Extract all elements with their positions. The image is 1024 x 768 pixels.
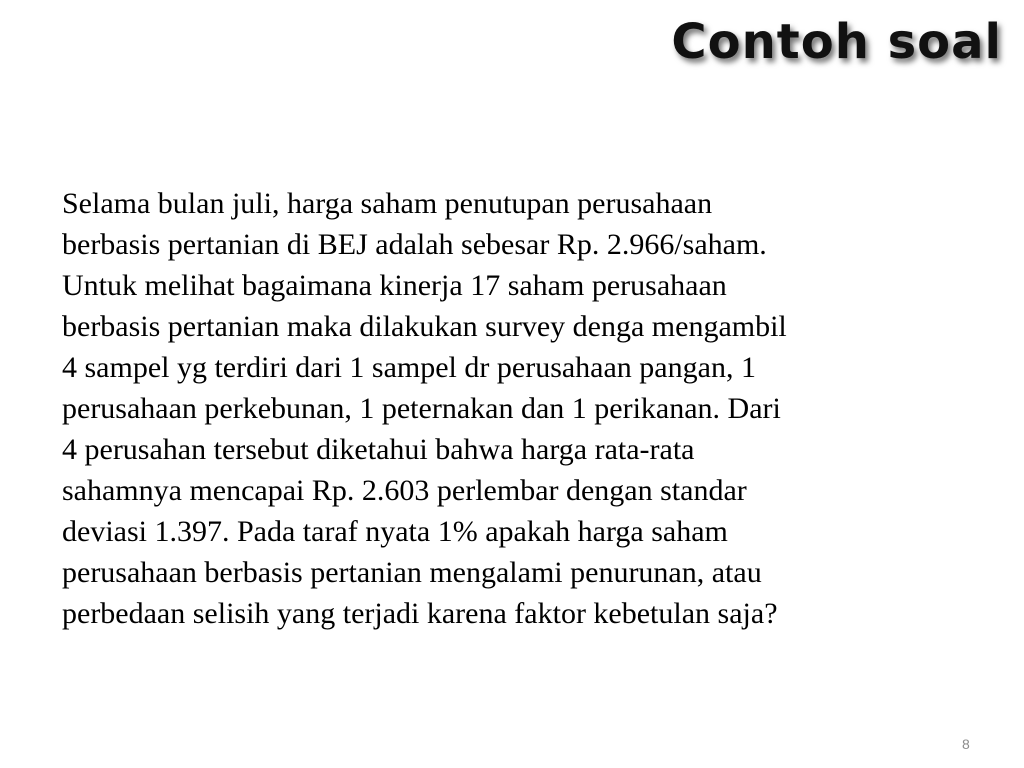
body-line: berbasis pertanian maka dilakukan survey denga mengambil <box>62 310 787 343</box>
body-line: deviasi 1.397. Pada taraf nyata 1% apakah harga saham <box>62 515 728 548</box>
body-line: perbedaan selisih yang terjadi karena faktor kebetulan saja? <box>62 597 778 630</box>
slide-title: Contoh soal <box>671 14 1002 70</box>
slide-body-text <box>62 183 1002 634</box>
body-line: 4 perusahan tersebut diketahui bahwa harga rata-rata <box>62 433 695 466</box>
body-line: perusahaan perkebunan, 1 peternakan dan 1 perikanan. Dari <box>62 392 781 425</box>
body-line: Selama bulan juli, harga saham penutupan perusahaan <box>62 187 713 220</box>
body-line: 4 sampel yg terdiri dari 1 sampel dr perusahaan pangan, 1 <box>62 351 756 384</box>
slide-number: 8 <box>962 736 970 752</box>
body-line: perusahaan berbasis pertanian mengalami penurunan, atau <box>62 556 762 589</box>
body-line: berbasis pertanian di BEJ adalah sebesar Rp. 2.966/saham. <box>62 228 767 261</box>
body-line: Untuk melihat bagaimana kinerja 17 saham perusahaan <box>62 269 727 302</box>
body-line: sahamnya mencapai Rp. 2.603 perlembar dengan standar <box>62 474 747 507</box>
